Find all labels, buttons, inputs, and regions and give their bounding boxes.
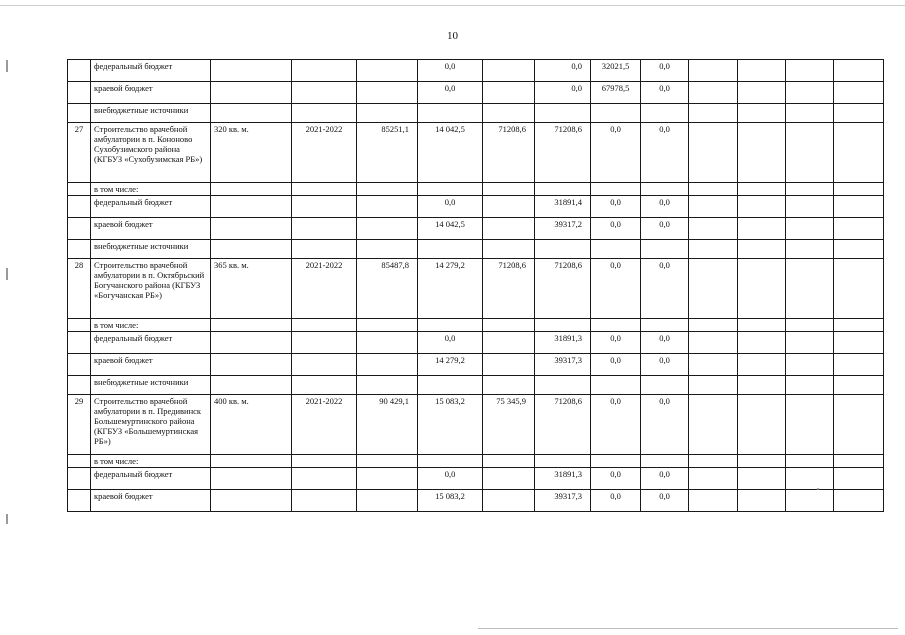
- cell-c9: [641, 104, 689, 123]
- cell-cost: [357, 354, 418, 376]
- cell-cost: 90 429,1: [357, 395, 418, 455]
- cell-empty: [834, 332, 884, 354]
- cell-empty: [786, 259, 834, 319]
- cell-cost: [357, 455, 418, 468]
- cell-c6: [483, 104, 535, 123]
- cell-c9: [641, 455, 689, 468]
- table-row: [68, 218, 884, 240]
- cell-no: [68, 104, 91, 123]
- cell-period: 2021-2022: [292, 259, 357, 319]
- cell-cost: [357, 104, 418, 123]
- cell-name: в том числе:: [91, 455, 211, 468]
- cell-empty: [738, 123, 786, 183]
- cell-empty: [738, 60, 786, 82]
- cell-c5: 14 042,5: [418, 218, 483, 240]
- cell-empty: [786, 183, 834, 196]
- cell-c9: 0,0: [641, 218, 689, 240]
- cell-empty: [738, 332, 786, 354]
- cell-period: [292, 183, 357, 196]
- cell-empty: [786, 123, 834, 183]
- cell-c6: [483, 354, 535, 376]
- cell-period: [292, 240, 357, 259]
- cell-empty: [834, 218, 884, 240]
- cell-cost: 85487,8: [357, 259, 418, 319]
- cell-empty: [738, 354, 786, 376]
- table-row: [68, 468, 884, 490]
- cell-empty: [689, 319, 738, 332]
- cell-no: [68, 183, 91, 196]
- cell-c8: 67978,5: [591, 82, 641, 104]
- cell-empty: [786, 218, 834, 240]
- cell-c7: [535, 183, 591, 196]
- table-row: [68, 104, 884, 123]
- cell-c8: 0,0: [591, 332, 641, 354]
- cell-no: [68, 82, 91, 104]
- cell-c8: 0,0: [591, 218, 641, 240]
- cell-period: [292, 468, 357, 490]
- cell-no: 29: [68, 395, 91, 455]
- cell-c7: 0,0: [535, 60, 591, 82]
- cell-empty: [834, 468, 884, 490]
- cell-c9: 0,0: [641, 60, 689, 82]
- cell-name: федеральный бюджет: [91, 60, 211, 82]
- cell-name: в том числе:: [91, 183, 211, 196]
- cell-capacity: [211, 376, 292, 395]
- table-row-object: [68, 395, 884, 455]
- cell-c7: 71208,6: [535, 395, 591, 455]
- cell-capacity: [211, 183, 292, 196]
- cell-name: краевой бюджет: [91, 354, 211, 376]
- cell-no: [68, 354, 91, 376]
- cell-period: [292, 319, 357, 332]
- cell-c8: [591, 455, 641, 468]
- cell-period: [292, 218, 357, 240]
- cell-no: [68, 218, 91, 240]
- cell-no: 28: [68, 259, 91, 319]
- table-row: [68, 490, 884, 512]
- cell-c7: 31891,4: [535, 196, 591, 218]
- cell-empty: [689, 183, 738, 196]
- cell-empty: [834, 395, 884, 455]
- cell-empty: [738, 218, 786, 240]
- cell-empty: [689, 376, 738, 395]
- cell-c5: [418, 455, 483, 468]
- cell-empty: [834, 60, 884, 82]
- cell-no: [68, 376, 91, 395]
- cell-name: федеральный бюджет: [91, 468, 211, 490]
- cell-empty: [689, 455, 738, 468]
- cell-c8: [591, 240, 641, 259]
- cell-empty: [738, 455, 786, 468]
- page-number: 10: [447, 30, 458, 42]
- cell-c5: 0,0: [418, 468, 483, 490]
- cell-empty: [738, 490, 786, 512]
- cell-empty: [834, 196, 884, 218]
- cell-c5: [418, 376, 483, 395]
- cell-c6: [483, 332, 535, 354]
- cell-empty: [786, 60, 834, 82]
- cell-capacity: 320 кв. м.: [211, 123, 292, 183]
- table-row: [68, 60, 884, 82]
- cell-c7: [535, 319, 591, 332]
- cell-cost: [357, 60, 418, 82]
- cell-c5: [418, 183, 483, 196]
- cell-c7: 39317,3: [535, 490, 591, 512]
- cell-c9: [641, 319, 689, 332]
- cell-name: Строительство врачебной амбулатории в п. Кононово Сухобузимского района (КГБУЗ «Сухобузимская РБ»): [91, 123, 211, 183]
- cell-empty: [738, 240, 786, 259]
- cell-empty: [786, 82, 834, 104]
- cell-c6: [483, 240, 535, 259]
- cell-capacity: [211, 60, 292, 82]
- cell-c7: 39317,2: [535, 218, 591, 240]
- table-row: [68, 376, 884, 395]
- cell-no: [68, 468, 91, 490]
- cell-c9: 0,0: [641, 259, 689, 319]
- table-body: [68, 60, 884, 512]
- cell-empty: [834, 319, 884, 332]
- cell-capacity: [211, 82, 292, 104]
- table-row: [68, 354, 884, 376]
- cell-empty: [834, 183, 884, 196]
- scan-mark: [6, 60, 8, 72]
- cell-empty: [689, 490, 738, 512]
- cell-c7: 39317,3: [535, 354, 591, 376]
- cell-c5: [418, 240, 483, 259]
- scan-edge-top: [0, 5, 905, 6]
- cell-empty: [738, 468, 786, 490]
- cell-empty: [738, 196, 786, 218]
- cell-capacity: [211, 240, 292, 259]
- cell-period: [292, 196, 357, 218]
- cell-c9: 0,0: [641, 490, 689, 512]
- cell-period: [292, 455, 357, 468]
- table-row: [68, 455, 884, 468]
- cell-name: внебюджетные источники: [91, 240, 211, 259]
- cell-empty: [689, 60, 738, 82]
- cell-cost: [357, 468, 418, 490]
- cell-empty: [689, 218, 738, 240]
- cell-c7: 0,0: [535, 82, 591, 104]
- cell-empty: [834, 259, 884, 319]
- cell-empty: [786, 455, 834, 468]
- cell-c6: [483, 490, 535, 512]
- cell-empty: [738, 376, 786, 395]
- table-row: [68, 240, 884, 259]
- cell-empty: [786, 376, 834, 395]
- scan-mark: [6, 268, 8, 280]
- cell-c8: [591, 319, 641, 332]
- cell-c6: [483, 455, 535, 468]
- cell-period: [292, 332, 357, 354]
- cell-empty: [689, 468, 738, 490]
- cell-name: в том числе:: [91, 319, 211, 332]
- cell-name: краевой бюджет: [91, 82, 211, 104]
- cell-empty: [738, 104, 786, 123]
- table-row: [68, 82, 884, 104]
- cell-empty: [689, 104, 738, 123]
- cell-c6: [483, 376, 535, 395]
- cell-capacity: [211, 455, 292, 468]
- cell-c5: 15 083,2: [418, 395, 483, 455]
- cell-c9: 0,0: [641, 332, 689, 354]
- cell-no: [68, 319, 91, 332]
- cell-no: [68, 240, 91, 259]
- cell-c8: [591, 376, 641, 395]
- cell-c8: 0,0: [591, 490, 641, 512]
- cell-cost: [357, 376, 418, 395]
- cell-period: [292, 60, 357, 82]
- scan-edge-bottom: [478, 628, 898, 629]
- cell-c6: [483, 82, 535, 104]
- cell-c9: 0,0: [641, 395, 689, 455]
- cell-no: [68, 490, 91, 512]
- cell-cost: [357, 240, 418, 259]
- cell-cost: [357, 490, 418, 512]
- cell-c9: [641, 376, 689, 395]
- table-row: [68, 183, 884, 196]
- cell-c6: 71208,6: [483, 259, 535, 319]
- cell-c6: [483, 218, 535, 240]
- cell-empty: [738, 183, 786, 196]
- cell-no: [68, 455, 91, 468]
- cell-empty: [738, 319, 786, 332]
- cell-c8: 32021,5: [591, 60, 641, 82]
- cell-cost: [357, 82, 418, 104]
- cell-name: внебюджетные источники: [91, 376, 211, 395]
- cell-empty: [689, 354, 738, 376]
- cell-c9: [641, 183, 689, 196]
- cell-period: 2021-2022: [292, 395, 357, 455]
- cell-no: [68, 196, 91, 218]
- cell-name: внебюджетные источники: [91, 104, 211, 123]
- scan-mark: [6, 514, 8, 524]
- cell-c7: 31891,3: [535, 468, 591, 490]
- cell-c6: 75 345,9: [483, 395, 535, 455]
- cell-empty: [786, 468, 834, 490]
- cell-c9: 0,0: [641, 354, 689, 376]
- cell-empty: [689, 395, 738, 455]
- cell-empty: [786, 332, 834, 354]
- cell-empty: [786, 490, 834, 512]
- cell-empty: [834, 376, 884, 395]
- cell-name: федеральный бюджет: [91, 332, 211, 354]
- cell-no: [68, 332, 91, 354]
- cell-period: [292, 490, 357, 512]
- cell-c8: 0,0: [591, 259, 641, 319]
- cell-name: краевой бюджет: [91, 490, 211, 512]
- cell-c9: 0,0: [641, 82, 689, 104]
- cell-c9: 0,0: [641, 123, 689, 183]
- cell-c8: 0,0: [591, 354, 641, 376]
- cell-empty: [834, 240, 884, 259]
- cell-empty: [834, 82, 884, 104]
- cell-c8: 0,0: [591, 468, 641, 490]
- cell-empty: [689, 240, 738, 259]
- funding-table: [67, 59, 884, 512]
- cell-c8: 0,0: [591, 123, 641, 183]
- cell-capacity: [211, 354, 292, 376]
- cell-c8: [591, 183, 641, 196]
- cell-c6: [483, 319, 535, 332]
- cell-capacity: [211, 490, 292, 512]
- cell-period: [292, 376, 357, 395]
- cell-c9: 0,0: [641, 196, 689, 218]
- cell-c7: 31891,3: [535, 332, 591, 354]
- cell-period: 2021-2022: [292, 123, 357, 183]
- cell-c6: [483, 60, 535, 82]
- cell-c5: [418, 319, 483, 332]
- cell-c7: [535, 376, 591, 395]
- cell-empty: [738, 259, 786, 319]
- cell-cost: 85251,1: [357, 123, 418, 183]
- cell-c8: [591, 104, 641, 123]
- cell-c9: [641, 240, 689, 259]
- cell-empty: [738, 395, 786, 455]
- cell-empty: [786, 240, 834, 259]
- cell-empty: [834, 123, 884, 183]
- cell-no: [68, 60, 91, 82]
- cell-capacity: 400 кв. м.: [211, 395, 292, 455]
- cell-name: краевой бюджет: [91, 218, 211, 240]
- cell-c8: 0,0: [591, 196, 641, 218]
- cell-empty: [834, 354, 884, 376]
- cell-empty: [786, 319, 834, 332]
- cell-empty: [786, 354, 834, 376]
- cell-c7: 71208,6: [535, 259, 591, 319]
- cell-empty: [786, 104, 834, 123]
- cell-c5: 14 279,2: [418, 259, 483, 319]
- cell-cost: [357, 183, 418, 196]
- cell-capacity: [211, 468, 292, 490]
- cell-period: [292, 354, 357, 376]
- cell-c5: 0,0: [418, 196, 483, 218]
- cell-period: [292, 82, 357, 104]
- cell-empty: [834, 104, 884, 123]
- cell-empty: [689, 123, 738, 183]
- cell-empty: [689, 332, 738, 354]
- cell-c9: 0,0: [641, 468, 689, 490]
- cell-empty: [689, 259, 738, 319]
- cell-c7: 71208,6: [535, 123, 591, 183]
- table-row-object: [68, 123, 884, 183]
- cell-c5: 15 083,2: [418, 490, 483, 512]
- cell-c6: [483, 468, 535, 490]
- cell-cost: [357, 196, 418, 218]
- cell-cost: [357, 319, 418, 332]
- table-row: [68, 332, 884, 354]
- cell-empty: [689, 82, 738, 104]
- cell-c5: [418, 104, 483, 123]
- cell-cost: [357, 332, 418, 354]
- cell-c5: 14 042,5: [418, 123, 483, 183]
- cell-capacity: [211, 319, 292, 332]
- cell-capacity: 365 кв. м.: [211, 259, 292, 319]
- cell-empty: [689, 196, 738, 218]
- cell-empty: [786, 395, 834, 455]
- cell-c5: 0,0: [418, 82, 483, 104]
- cell-capacity: [211, 332, 292, 354]
- cell-c5: 0,0: [418, 60, 483, 82]
- cell-capacity: [211, 196, 292, 218]
- cell-name: федеральный бюджет: [91, 196, 211, 218]
- cell-capacity: [211, 104, 292, 123]
- cell-c7: [535, 455, 591, 468]
- cell-c8: 0,0: [591, 395, 641, 455]
- cell-empty: [834, 490, 884, 512]
- cell-c5: 0,0: [418, 332, 483, 354]
- cell-empty: [834, 455, 884, 468]
- cell-c6: 71208,6: [483, 123, 535, 183]
- cell-c7: [535, 240, 591, 259]
- cell-period: [292, 104, 357, 123]
- cell-c6: [483, 183, 535, 196]
- cell-c6: [483, 196, 535, 218]
- cell-no: 27: [68, 123, 91, 183]
- cell-empty: [786, 196, 834, 218]
- cell-empty: [738, 82, 786, 104]
- cell-cost: [357, 218, 418, 240]
- table-row: [68, 196, 884, 218]
- cell-name: Строительство врачебной амбулатории в п. Октябрьский Богучанского района (КГБУЗ «Богучанская РБ»): [91, 259, 211, 319]
- cell-name: Строительство врачебной амбулатории в п. Предивинск Большемуртинского района (КГБУЗ «Большемуртинская РБ»): [91, 395, 211, 455]
- cell-c7: [535, 104, 591, 123]
- cell-capacity: [211, 218, 292, 240]
- table-row: [68, 319, 884, 332]
- scan-speck: [817, 488, 819, 490]
- table-row-object: [68, 259, 884, 319]
- cell-c5: 14 279,2: [418, 354, 483, 376]
